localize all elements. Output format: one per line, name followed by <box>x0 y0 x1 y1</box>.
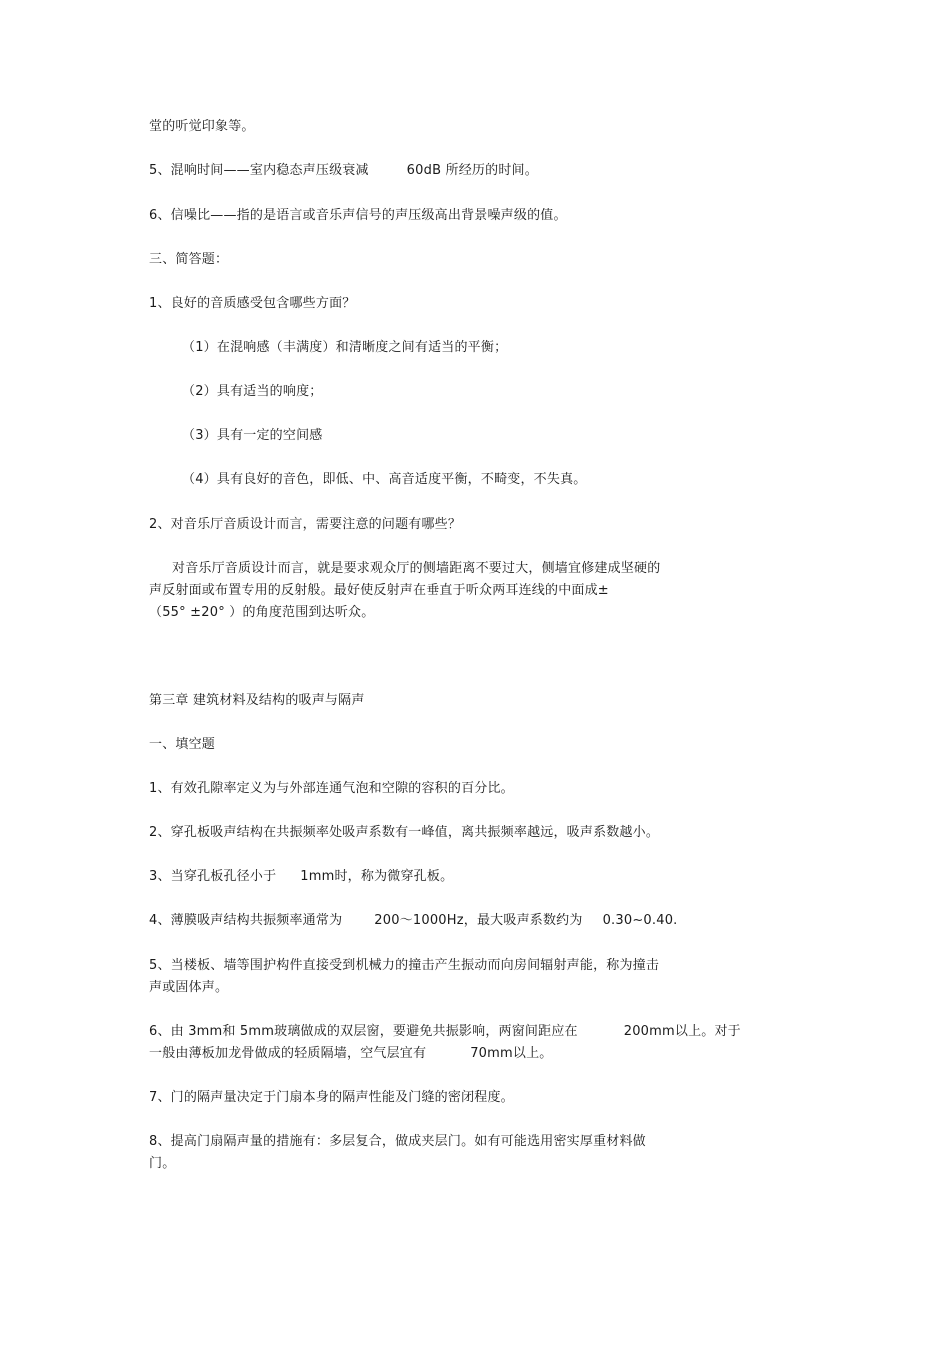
line-text: 1、良好的音质感受包含哪些方面？ <box>149 296 356 311</box>
line-text: 三、简答题： <box>149 252 229 267</box>
line-text: （55° ±20° ）的角度范围到达听众。 <box>149 605 375 620</box>
line-text: 5、混响时间——室内稳态声压级衰减 <box>149 163 369 178</box>
line-text: 2、对音乐厅音质设计而言，需要注意的问题有哪些？ <box>149 517 462 532</box>
line-text: 8、提高门扇隔声量的措施有：多层复合，做成夹层门。如有可能选用密实厚重材料做 <box>149 1134 646 1149</box>
line-text: 一、填空题 <box>149 737 216 752</box>
line-text: （4）具有良好的音色，即低、中、高音适度平衡，不畸变，不失真。 <box>182 472 587 487</box>
fill-blank-item <box>149 1154 175 1174</box>
fill-blank-item <box>149 779 514 799</box>
fill-blank-item <box>149 867 453 887</box>
line-text: 4、薄膜吸声结构共振频率通常为 <box>149 913 343 928</box>
line-text: 6、由 3mm和 5mm玻璃做成的双层窗，要避免共振影响，两窗间距应在 <box>149 1024 578 1039</box>
question <box>149 515 461 535</box>
fill-blank-item <box>149 823 659 843</box>
line-text: 5、当楼板、墙等围护构件直接受到机械力的撞击产生振动而向房间辐射声能，称为撞击 <box>149 958 660 973</box>
line-text: 7、门的隔声量决定于门扇本身的隔声性能及门缝的密闭程度。 <box>149 1090 514 1105</box>
line-text: 2、穿孔板吸声结构在共振频率处吸声系数有一峰值，离共振频率越远，吸声系数越小。 <box>149 825 660 840</box>
fill-blank-item <box>149 1022 741 1042</box>
paragraph-line <box>172 559 660 579</box>
line-text: （1）在混响感（丰满度）和清晰度之间有适当的平衡； <box>182 340 508 355</box>
line-text: 60dB 所经历的时间。 <box>406 163 538 178</box>
section-heading <box>149 250 228 270</box>
line-text: 一般由薄板加龙骨做成的轻质隔墙，空气层宜有 <box>149 1046 427 1061</box>
text-line <box>149 117 255 137</box>
line-text: 对音乐厅音质设计而言，就是要求观众厅的侧墙距离不要过大，侧墙宜修建成坚硬的 <box>172 561 661 576</box>
answer-item <box>182 470 586 490</box>
section-heading <box>149 735 215 755</box>
line-text: 堂的听觉印象等。 <box>149 119 255 134</box>
answer-item <box>182 382 322 402</box>
paragraph-line <box>149 581 609 601</box>
line-text: 1mm时，称为微穿孔板。 <box>300 869 454 884</box>
fill-blank-item <box>149 1088 514 1108</box>
line-text: 声或固体声。 <box>149 980 229 995</box>
text-line <box>149 206 567 226</box>
line-text: （3）具有一定的空间感 <box>182 428 323 443</box>
fill-blank-item <box>149 978 228 998</box>
question <box>149 294 355 314</box>
fill-blank-item <box>149 911 678 931</box>
fill-blank-item <box>149 956 659 976</box>
line-text: 1、有效孔隙率定义为与外部连通气泡和空隙的容积的百分比。 <box>149 781 514 796</box>
chapter-title <box>149 691 365 711</box>
text-line <box>149 161 538 181</box>
fill-blank-item <box>149 1132 646 1152</box>
answer-item <box>182 426 322 446</box>
answer-item <box>182 338 507 358</box>
line-text: 70mm以上。 <box>470 1046 553 1061</box>
paragraph-line <box>149 603 374 623</box>
line-text: 3、当穿孔板孔径小于 <box>149 869 277 884</box>
line-text: 门。 <box>149 1156 176 1171</box>
line-text: 0.30~0.40. <box>602 913 678 928</box>
line-text: 200～1000Hz，最大吸声系数约为 <box>374 913 583 928</box>
line-text: （2）具有适当的响度； <box>182 384 323 399</box>
line-text: 第三章 建筑材料及结构的吸声与隔声 <box>149 693 365 708</box>
line-text: 声反射面或布置专用的反射般。最好使反射声在垂直于听众两耳连线的中面成± <box>149 583 609 598</box>
line-text: 200mm以上。对于 <box>623 1024 741 1039</box>
fill-blank-item <box>149 1044 552 1064</box>
line-text: 6、信噪比——指的是语言或音乐声信号的声压级高出背景噪声级的值。 <box>149 208 567 223</box>
